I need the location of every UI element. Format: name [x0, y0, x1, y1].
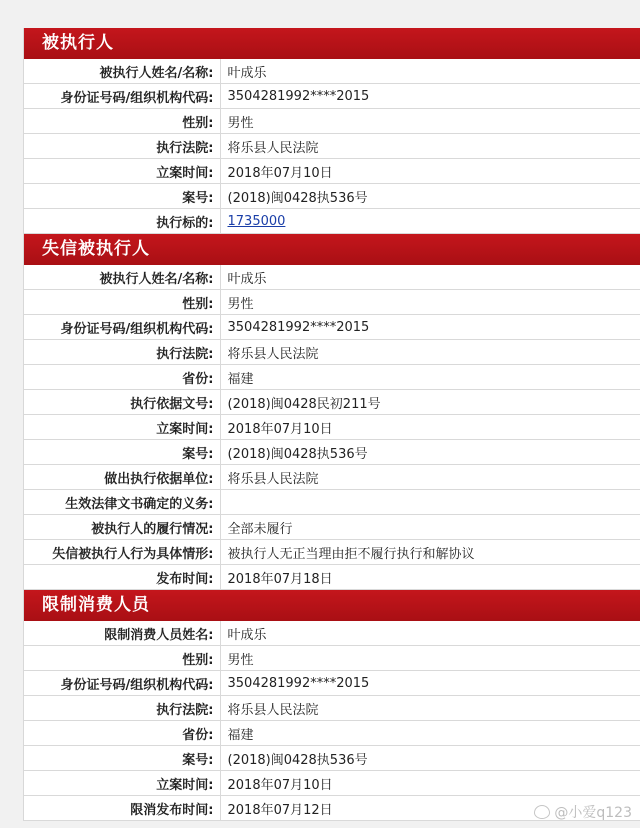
field-value: 3504281992****2015 — [220, 84, 640, 109]
field-label: 立案时间: — [24, 771, 220, 796]
info-table — [24, 621, 640, 821]
section-title: 失信被执行人 — [24, 234, 640, 265]
field-value: 将乐县人民法院 — [220, 340, 640, 365]
field-label: 性别: — [24, 290, 220, 315]
field-value: (2018)闽0428执536号 — [220, 746, 640, 771]
table-row — [24, 465, 640, 490]
table-row — [24, 565, 640, 590]
field-value: 3504281992****2015 — [220, 671, 640, 696]
field-value: (2018)闽0428民初211号 — [220, 390, 640, 415]
field-label: 执行标的: — [24, 209, 220, 234]
info-table — [24, 265, 640, 590]
field-value: 男性 — [220, 109, 640, 134]
field-label: 案号: — [24, 184, 220, 209]
table-row — [24, 490, 640, 515]
field-label: 被执行人的履行情况: — [24, 515, 220, 540]
table-row — [24, 265, 640, 290]
field-label: 省份: — [24, 721, 220, 746]
table-row — [24, 621, 640, 646]
field-value: 2018年07月10日 — [220, 415, 640, 440]
table-row — [24, 515, 640, 540]
field-label: 执行法院: — [24, 696, 220, 721]
field-label: 身份证号码/组织机构代码: — [24, 84, 220, 109]
table-row — [24, 209, 640, 234]
field-value: 叶成乐 — [220, 621, 640, 646]
field-value: 男性 — [220, 290, 640, 315]
section-title: 被执行人 — [24, 28, 640, 59]
table-row — [24, 440, 640, 465]
field-value: 2018年07月10日 — [220, 159, 640, 184]
field-label: 限消发布时间: — [24, 796, 220, 821]
field-label: 案号: — [24, 440, 220, 465]
table-row — [24, 671, 640, 696]
table-row — [24, 184, 640, 209]
table-row — [24, 696, 640, 721]
table-row — [24, 84, 640, 109]
section-title: 限制消费人员 — [24, 590, 640, 621]
field-label: 发布时间: — [24, 565, 220, 590]
field-label: 被执行人姓名/名称: — [24, 59, 220, 84]
watermark — [534, 802, 632, 822]
info-table — [24, 59, 640, 234]
field-label: 被执行人姓名/名称: — [24, 265, 220, 290]
field-value: (2018)闽0428执536号 — [220, 440, 640, 465]
field-value: 2018年07月10日 — [220, 771, 640, 796]
field-value — [220, 209, 640, 234]
field-label: 性别: — [24, 109, 220, 134]
amount-link[interactable]: 1735000 — [227, 213, 286, 229]
field-label: 身份证号码/组织机构代码: — [24, 671, 220, 696]
field-label: 执行法院: — [24, 340, 220, 365]
table-row — [24, 540, 640, 565]
field-label: 立案时间: — [24, 159, 220, 184]
field-value: (2018)闽0428执536号 — [220, 184, 640, 209]
field-label: 执行法院: — [24, 134, 220, 159]
field-value: 2018年07月18日 — [220, 565, 640, 590]
field-label: 生效法律文书确定的义务: — [24, 490, 220, 515]
table-row — [24, 390, 640, 415]
field-value — [220, 490, 640, 515]
field-value: 2018年07月12日 — [220, 796, 640, 821]
table-row — [24, 290, 640, 315]
table-row — [24, 746, 640, 771]
table-row — [24, 134, 640, 159]
weibo-icon — [534, 805, 550, 819]
field-value: 将乐县人民法院 — [220, 134, 640, 159]
field-value: 将乐县人民法院 — [220, 696, 640, 721]
field-label: 立案时间: — [24, 415, 220, 440]
table-row — [24, 646, 640, 671]
field-label: 身份证号码/组织机构代码: — [24, 315, 220, 340]
table-row — [24, 365, 640, 390]
table-row — [24, 159, 640, 184]
table-row — [24, 59, 640, 84]
field-label: 省份: — [24, 365, 220, 390]
table-row — [24, 315, 640, 340]
field-value: 被执行人无正当理由拒不履行执行和解协议 — [220, 540, 640, 565]
field-value: 全部未履行 — [220, 515, 640, 540]
table-row — [24, 109, 640, 134]
field-value: 将乐县人民法院 — [220, 465, 640, 490]
field-label: 性别: — [24, 646, 220, 671]
field-label: 失信被执行人行为具体情形: — [24, 540, 220, 565]
field-value: 男性 — [220, 646, 640, 671]
field-label: 限制消费人员姓名: — [24, 621, 220, 646]
watermark-text: @小爱q123 — [554, 805, 632, 821]
field-value: 3504281992****2015 — [220, 315, 640, 340]
field-label: 做出执行依据单位: — [24, 465, 220, 490]
table-row — [24, 771, 640, 796]
table-row — [24, 340, 640, 365]
field-label: 执行依据文号: — [24, 390, 220, 415]
field-label: 案号: — [24, 746, 220, 771]
field-value: 叶成乐 — [220, 265, 640, 290]
table-row — [24, 721, 640, 746]
field-value: 叶成乐 — [220, 59, 640, 84]
field-value: 福建 — [220, 365, 640, 390]
table-row — [24, 415, 640, 440]
record-page — [24, 28, 640, 821]
field-value: 福建 — [220, 721, 640, 746]
